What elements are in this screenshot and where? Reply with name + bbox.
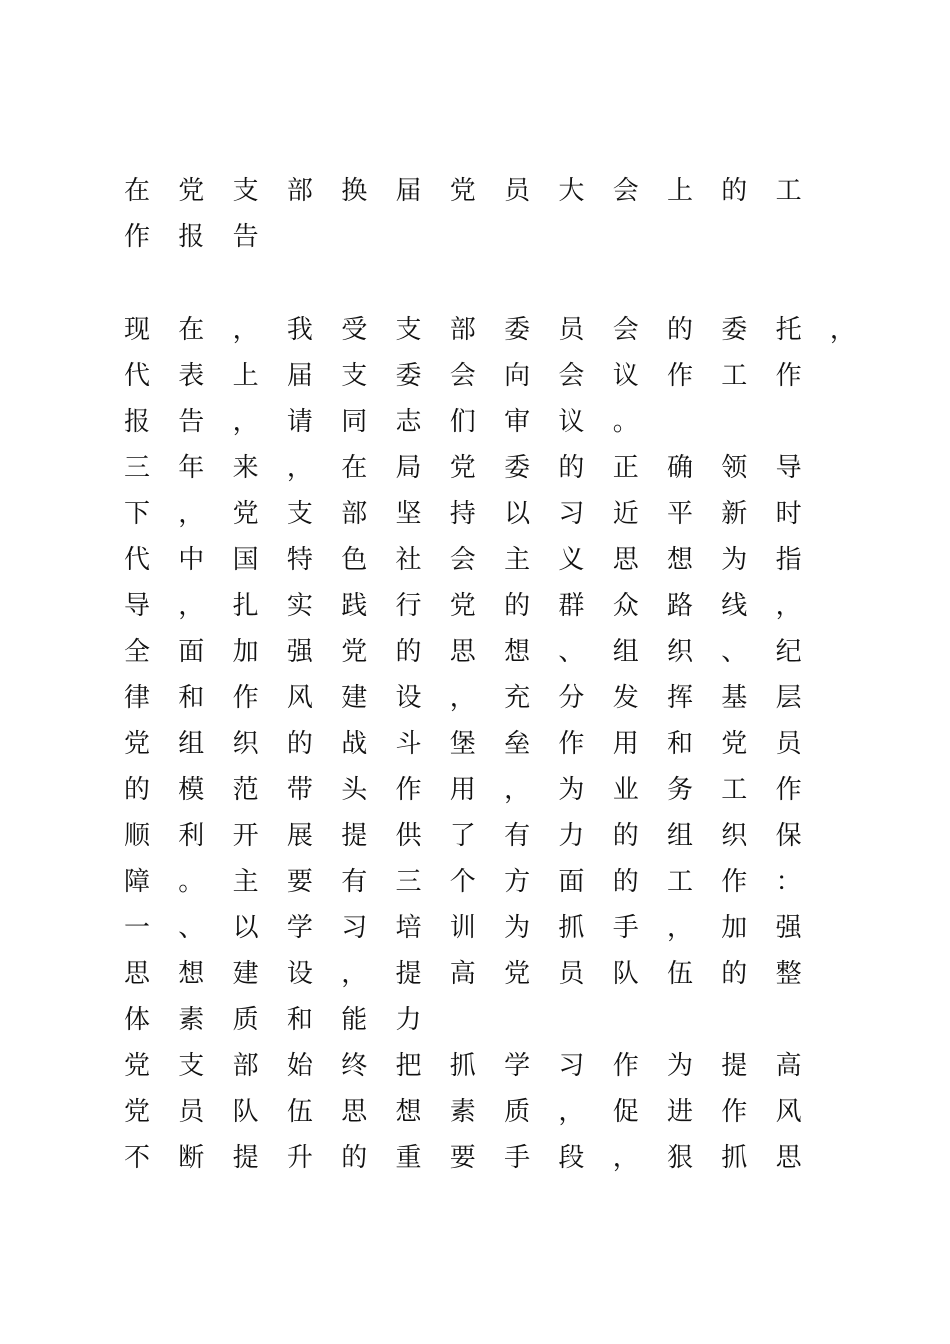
- body-line: 顺利开展提供了有力的组织保: [124, 821, 830, 851]
- body-line: 党支部始终把抓学习作为提高: [124, 1051, 830, 1081]
- body-line: 代中国特色社会主义思想为指: [124, 545, 830, 575]
- body-line: 党组织的战斗堡垒作用和党员: [124, 729, 830, 759]
- body-line: 代表上届支委会向会议作工作: [124, 361, 830, 391]
- body-line: 一、以学习培训为抓手，加强: [124, 913, 830, 943]
- body-line: 现在，我受支部委员会的委托，: [124, 315, 885, 345]
- body-line: 不断提升的重要手段，狠抓思: [124, 1143, 830, 1173]
- body-line: 体素质和能力: [124, 1005, 450, 1035]
- body-line: 党员队伍思想素质，促进作风: [124, 1097, 830, 1127]
- body-line: 的模范带头作用，为业务工作: [124, 775, 830, 805]
- body-line: 导，扎实践行党的群众路线，: [124, 591, 830, 621]
- body-line: 障。主要有三个方面的工作：: [124, 867, 830, 897]
- body-line: 全面加强党的思想、组织、纪: [124, 637, 830, 667]
- body-line: 报告，请同志们审议。: [124, 407, 668, 437]
- title-line: 作报告: [124, 222, 287, 252]
- body-line: 思想建设，提高党员队伍的整: [124, 959, 830, 989]
- body-line: 下，党支部坚持以习近平新时: [124, 499, 830, 529]
- title-line: 在党支部换届党员大会上的工: [124, 176, 830, 206]
- body-line: 三年来，在局党委的正确领导: [124, 453, 830, 483]
- body-line: 律和作风建设，充分发挥基层: [124, 683, 830, 713]
